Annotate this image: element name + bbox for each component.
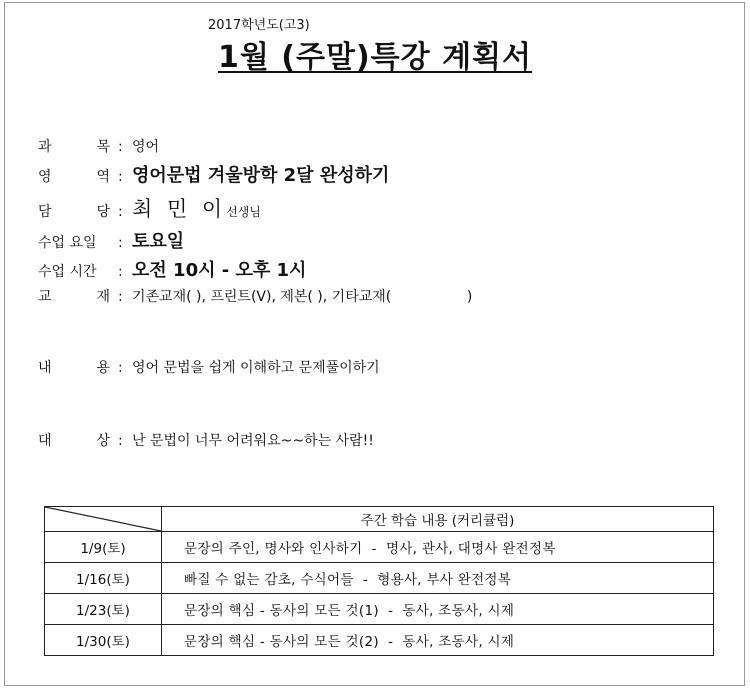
field-day: 수업 요일 : 토요일 (38, 231, 185, 252)
schedule-table (44, 506, 714, 656)
schedule-content: 문장의 주인, 명사와 인사하기 - 명사, 관사, 대명사 완전정복 (162, 532, 714, 563)
diagonal-line (45, 507, 161, 531)
year-label: 2017학년도(고3) (208, 18, 310, 33)
field-time: 수업 시간 : 오전 10시 - 오후 1시 (38, 260, 307, 281)
field-day-value: 토요일 (132, 231, 185, 252)
field-teacher-label: 담 당 (38, 204, 110, 220)
field-teacher: 담 당 : 최 민 이선생님 (38, 197, 261, 221)
field-area: 영 역 : 영어문법 겨울방학 2달 완성하기 (38, 165, 390, 186)
schedule-date: 1/30(토) (45, 625, 162, 656)
field-subject-label: 과 목 (38, 139, 110, 155)
table-row (45, 594, 714, 625)
teacher-name: 최 민 이 (132, 197, 227, 221)
page-title (0, 32, 750, 76)
table-row (45, 563, 714, 594)
schedule-date: 1/16(토) (45, 563, 162, 594)
field-content-label: 내 용 (38, 360, 110, 376)
schedule-header: 주간 학습 내용 (커리큘럼) (162, 507, 714, 532)
field-target-value: 난 문법이 너무 어려워요~~하는 사람!! (132, 433, 374, 449)
field-subject-value: 영어 (132, 139, 160, 155)
field-time-value: 오전 10시 - 오후 1시 (132, 260, 307, 281)
field-content-value: 영어 문법을 쉽게 이해하고 문제풀이하기 (132, 360, 380, 376)
field-content: 내 용 : 영어 문법을 쉽게 이해하고 문제풀이하기 (38, 357, 380, 377)
field-area-value: 영어문법 겨울방학 2달 완성하기 (132, 165, 390, 186)
diagonal-cell (45, 507, 162, 532)
table-row (45, 625, 714, 656)
schedule-content: 문장의 핵심 - 동사의 모든 것(1) - 동사, 조동사, 시제 (162, 594, 714, 625)
schedule-date: 1/23(토) (45, 594, 162, 625)
field-subject: 과 목 : 영어 (38, 136, 159, 156)
field-area-label: 영 역 (38, 169, 110, 185)
field-materials: 교 재 : 기존교재( ), 프린트(V), 제본( ), 기타교재( ) (38, 286, 472, 306)
schedule-content: 문장의 핵심 - 동사의 모든 것(2) - 동사, 조동사, 시제 (162, 625, 714, 656)
schedule-content: 빠질 수 없는 감초, 수식어들 - 형용사, 부사 완전정복 (162, 563, 714, 594)
field-day-label: 수업 요일 (38, 235, 97, 251)
field-materials-label: 교 재 (38, 289, 110, 305)
title-text: 1월 (주말)특강 계획서 (217, 40, 533, 75)
table-row (45, 532, 714, 563)
field-time-label: 수업 시간 (38, 264, 97, 280)
teacher-suffix: 선생님 (226, 205, 261, 219)
field-target: 대 상 : 난 문법이 너무 어려워요~~하는 사람!! (38, 430, 374, 450)
field-target-label: 대 상 (38, 433, 110, 449)
schedule-date: 1/9(토) (45, 532, 162, 563)
field-materials-value: 기존교재( ), 프린트(V), 제본( ), 기타교재( ) (132, 289, 473, 305)
schedule-header-row (45, 507, 714, 532)
